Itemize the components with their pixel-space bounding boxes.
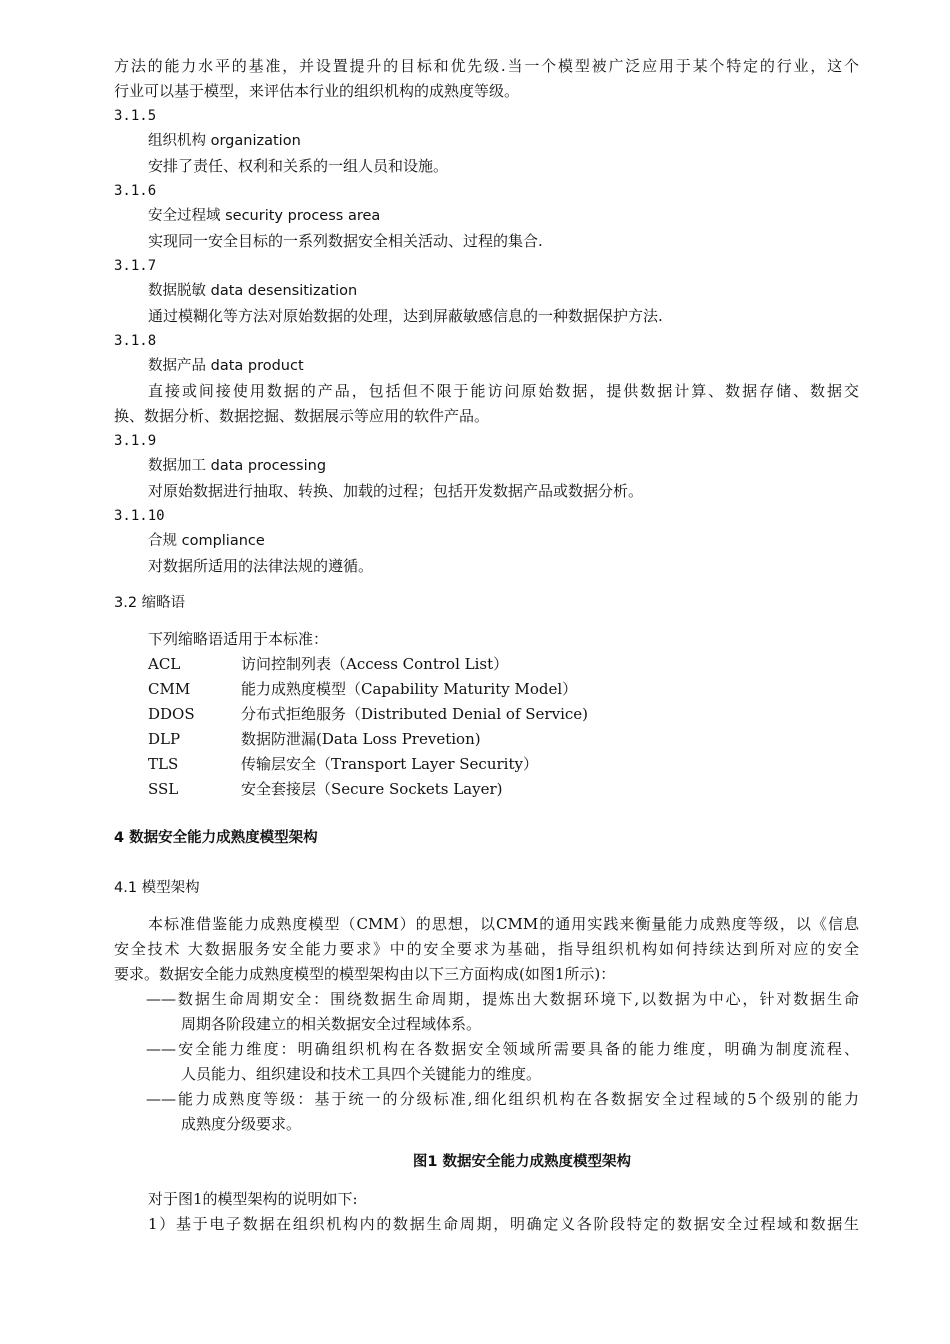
abbr-full: 数据防泄漏(Data Loss Prevetion) (241, 730, 481, 748)
abbr-code: DLP (148, 730, 181, 748)
dash-list-item-cont: 人员能力、组织建设和技术工具四个关键能力的维度。 (181, 1065, 542, 1083)
body-paragraph-line: 安全技术 大数据服务安全能力要求》中的安全要求为基础，指导组织机构如何持续达到所对应的安全 (114, 940, 859, 958)
term-definition: 对原始数据进行抽取、转换、加载的过程；包括开发数据产品或数据分析。 (148, 482, 644, 500)
section-heading: 3.2 缩略语 (114, 595, 186, 611)
abbr-code: CMM (148, 680, 191, 698)
dash-list-item: ——安全能力维度：明确组织机构在各数据安全领域所需要具备的能力维度，明确为制度流程、 (146, 1040, 859, 1058)
term-title: 数据产品 data product (148, 358, 304, 374)
term-number: 3.1.6 (114, 183, 157, 199)
abbr-code: TLS (148, 755, 179, 773)
term-number: 3.1.5 (114, 108, 157, 124)
abbr-full: 能力成熟度模型（Capability Maturity Model） (241, 680, 578, 698)
dash-list-item: ——数据生命周期安全：围绕数据生命周期，提炼出大数据环境下,以数据为中心，针对数据生命 (146, 990, 859, 1008)
body-paragraph-line: 对于图1的模型架构的说明如下: (148, 1190, 358, 1208)
term-title: 安全过程域 security process area (148, 208, 381, 224)
term-number: 3.1.9 (114, 433, 157, 449)
body-paragraph-line: 本标准借鉴能力成熟度模型（CMM）的思想，以CMM的通用实践来衡量能力成熟度等级，以《信息 (148, 915, 859, 933)
term-definition: 通过模糊化等方法对原始数据的处理，达到屏蔽敏感信息的一种数据保护方法. (148, 307, 663, 325)
body-paragraph-line: 要求。数据安全能力成熟度模型的模型架构由以下三方面构成(如图1所示)： (114, 965, 616, 983)
term-title: 组织机构 organization (148, 133, 301, 149)
dash-list-item-cont: 成熟度分级要求。 (181, 1115, 302, 1133)
abbr-code: ACL (148, 655, 181, 673)
abbr-full: 传输层安全（Transport Layer Security） (241, 755, 538, 773)
term-definition: 换、数据分析、数据挖掘、数据展示等应用的软件产品。 (114, 407, 490, 425)
figure-caption: 图1 数据安全能力成熟度模型架构 (412, 1154, 632, 1170)
term-title: 数据加工 data processing (148, 458, 327, 474)
chapter-heading: 4 数据安全能力成熟度模型架构 (114, 830, 318, 846)
term-definition: 对数据所适用的法律法规的遵循。 (148, 557, 374, 575)
term-number: 3.1.7 (114, 258, 157, 274)
abbr-full: 安全套接层（Secure Sockets Layer) (241, 780, 503, 798)
section-heading: 4.1 模型架构 (114, 880, 200, 896)
abbr-code: DDOS (148, 705, 195, 723)
term-title: 数据脱敏 data desensitization (148, 283, 358, 299)
term-definition: 直接或间接使用数据的产品，包括但不限于能访问原始数据，提供数据计算、数据存储、数据交 (148, 382, 859, 400)
term-title: 合规 compliance (148, 533, 265, 549)
dash-list-item-cont: 周期各阶段建立的相关数据安全过程域体系。 (181, 1015, 482, 1033)
term-number: 3.1.8 (114, 333, 157, 349)
abbr-full: 分布式拒绝服务（Distributed Denial of Service) (241, 705, 589, 723)
numbered-item: 1）基于电子数据在组织机构内的数据生命周期，明确定义各阶段特定的数据安全过程域和数据生 (148, 1215, 859, 1233)
intro-line: 行业可以基于模型，来评估本行业的组织机构的成熟度等级。 (114, 82, 520, 100)
term-definition: 实现同一安全目标的一系列数据安全相关活动、过程的集合. (148, 232, 543, 250)
term-definition: 安排了责任、权利和关系的一组人员和设施。 (148, 157, 449, 175)
dash-list-item: ——能力成熟度等级：基于统一的分级标准,细化组织机构在各数据安全过程域的5个级别的能力 (146, 1090, 859, 1108)
abbr-intro: 下列缩略语适用于本标准： (148, 630, 329, 648)
abbr-code: SSL (148, 780, 179, 798)
intro-line: 方法的能力水平的基准，并设置提升的目标和优先级.当一个模型被广泛应用于某个特定的行业，这个 (114, 57, 859, 75)
term-number: 3.1.10 (114, 508, 165, 524)
abbr-full: 访问控制列表（Access Control List） (241, 655, 509, 673)
